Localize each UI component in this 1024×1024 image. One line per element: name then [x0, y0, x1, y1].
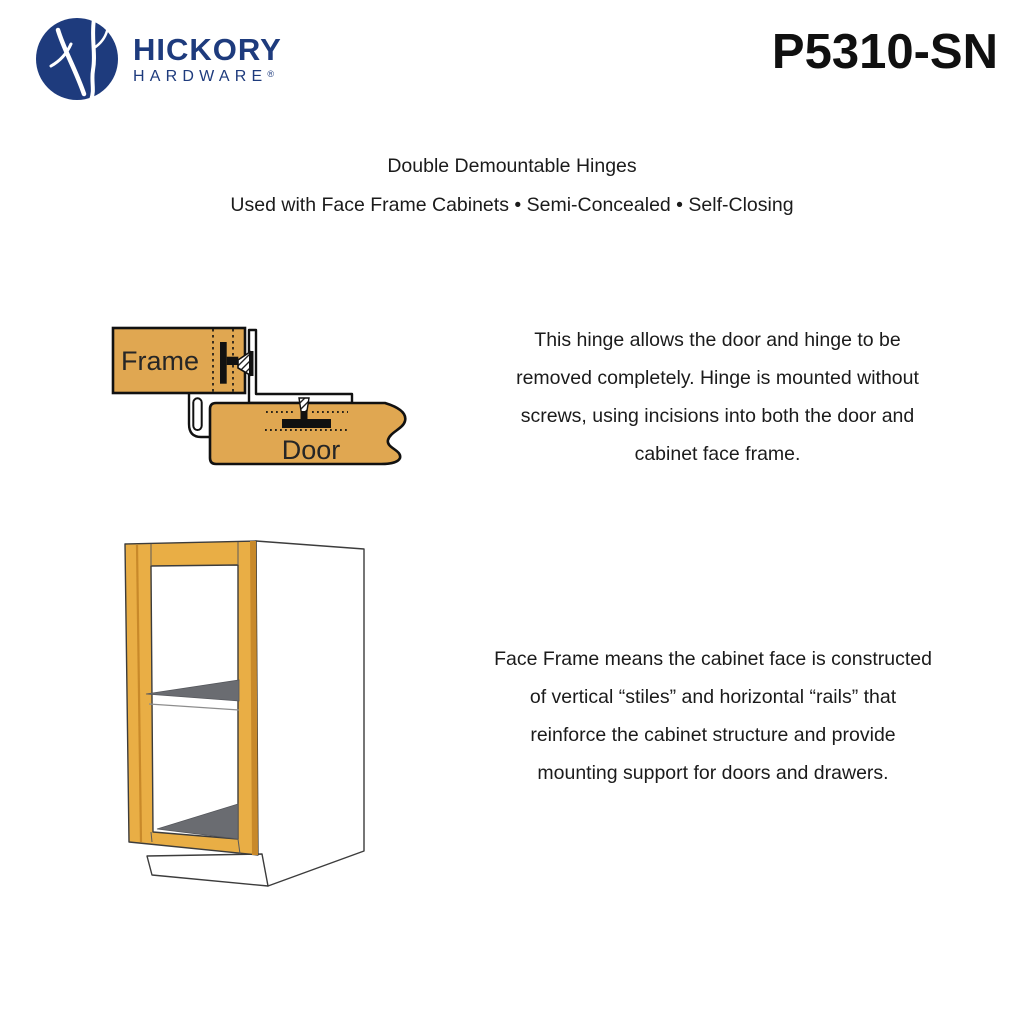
shelf-front-edge — [149, 704, 239, 710]
brand-name-line2-text: HARDWARE — [133, 67, 268, 85]
cabinet-shelf — [146, 680, 239, 710]
cabinet-side-panel — [256, 541, 364, 886]
title-line2: Used with Face Frame Cabinets • Semi-Concealed • Self-Closing — [230, 194, 794, 216]
hinge-arm — [249, 330, 352, 403]
face-frame-description-line: Face Frame means the cabinet face is constructed — [494, 648, 932, 670]
hinge-plate — [220, 342, 227, 384]
frame-label: Frame — [120, 346, 200, 376]
face-frame-cabinet-diagram — [118, 538, 373, 898]
toe-kick — [147, 854, 268, 886]
face-frame-description — [408, 640, 1018, 792]
hinge-cross-section-diagram — [100, 312, 412, 472]
hinge-plate-stub — [227, 357, 239, 365]
face-frame-description-line: mounting support for doors and drawers. — [537, 762, 889, 784]
frame-cross-section — [113, 328, 245, 393]
brand-name-line1: HICKORY — [133, 31, 282, 67]
hinge-description-line: screws, using incisions into both the door and — [520, 405, 915, 427]
brand-header — [34, 16, 282, 102]
title-block — [0, 147, 1024, 225]
face-frame-description-line: of vertical “stiles” and horizontal “rails” that — [529, 686, 897, 708]
door-hinge-plate — [282, 419, 331, 428]
face-frame-description-line: reinforce the cabinet structure and provide — [530, 724, 896, 746]
registered-mark: ® — [267, 68, 274, 79]
hinge-description — [435, 321, 1000, 473]
hinge-description-line: cabinet face frame. — [634, 443, 801, 465]
brand-name-line2 — [133, 69, 282, 85]
title-line1: Double Demountable Hinges — [387, 155, 637, 177]
product-code: P5310-SN — [771, 25, 998, 79]
hinge-description-line: This hinge allows the door and hinge to be — [534, 329, 901, 351]
hickory-logo — [34, 16, 120, 102]
door-label: Door — [281, 435, 341, 465]
hinge-slot — [193, 398, 201, 430]
brand-name — [133, 31, 282, 85]
hinge-description-line: removed completely. Hinge is mounted without — [516, 367, 919, 389]
door-cross-section — [210, 398, 405, 465]
logo-circle — [36, 18, 118, 100]
door-screw-icon — [299, 398, 309, 420]
